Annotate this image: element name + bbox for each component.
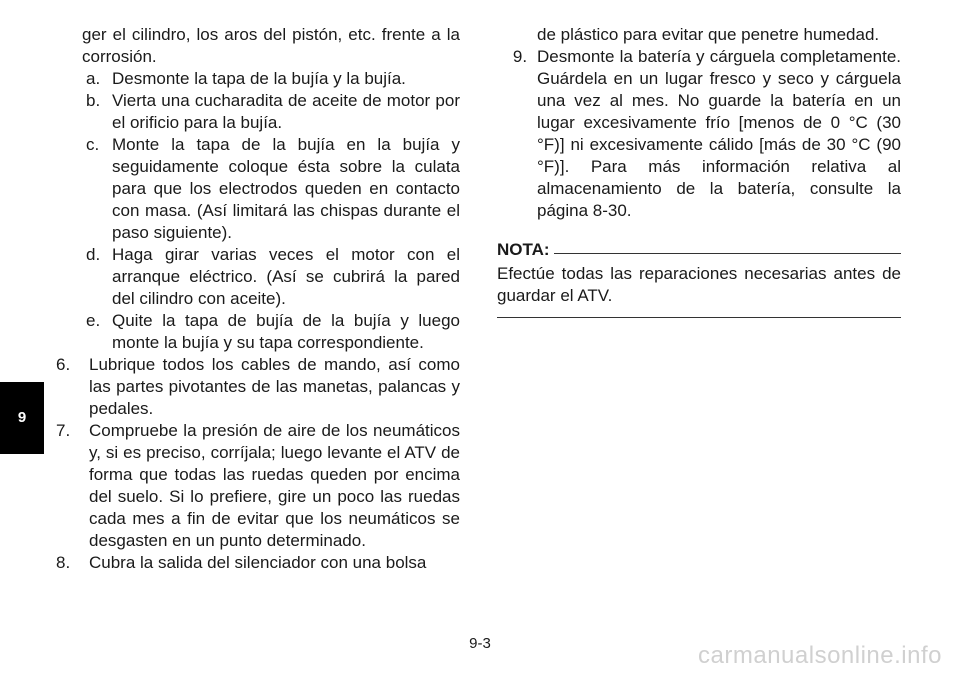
sub-item-b — [56, 90, 460, 134]
list-item-text: Compruebe la presión de aire de los neumáticos y, si es preciso, corríjala; luego levante el ATV de forma que todas las ruedas queden por encima del suelo. Si lo prefiere, gire un poco las ruedas cada mes a fin de evitar que los neumáticos se desgasten en un punto determinado. — [89, 421, 460, 550]
sub-item-a — [56, 68, 460, 90]
sub-item-text: Quite la tapa de bujía de la bujía y luego monte la bujía y su tapa correspondiente. — [112, 311, 460, 352]
list-item-text: Cubra la salida del silenciador con una bolsa — [89, 553, 427, 572]
chapter-tab-label: 9 — [17, 409, 27, 426]
watermark: carmanualsonline.info — [698, 642, 942, 669]
right-continuation-text: de plástico para evitar que penetre humedad. — [537, 25, 880, 44]
sub-item-label: d. — [86, 245, 101, 264]
list-item-number: 9. — [512, 47, 528, 66]
sub-item-text: Desmonte la tapa de la bujía y la bujía. — [112, 69, 406, 88]
note-header — [497, 239, 901, 261]
list-item-number: 8. — [56, 553, 71, 572]
sub-item-c — [56, 134, 460, 244]
note-text: Efectúe todas las reparaciones necesarias antes de guardar el ATV. — [497, 264, 901, 305]
sub-item-label: c. — [86, 135, 100, 154]
sub-item-d — [56, 244, 460, 310]
left-column — [56, 24, 460, 574]
sub-item-label: a. — [86, 69, 101, 88]
right-column — [497, 24, 901, 318]
left-intro-text: ger el cilindro, los aros del pistón, etc. frente a la corrosión. — [82, 25, 460, 66]
sub-item-label: e. — [86, 311, 101, 330]
chapter-tab — [0, 382, 44, 454]
sub-item-text: Haga girar varias veces el motor con el arranque eléctrico. (Así se cubrirá la pared del cilindro con aceite). — [112, 245, 460, 308]
sub-item-e — [56, 310, 460, 354]
page-number: 9-3 — [469, 635, 491, 652]
sub-item-text: Monte la tapa de la bujía en la bujía y seguidamente coloque ésta sobre la culata para que los electrodos queden en contacto con masa. (Así limitará las chispas durante el paso siguiente). — [112, 135, 460, 242]
sub-item-label: b. — [86, 91, 101, 110]
list-item-number: 7. — [56, 421, 71, 440]
note-title: NOTA: — [497, 240, 550, 259]
note-divider — [554, 253, 901, 254]
list-item-6 — [56, 354, 460, 420]
list-item-number: 6. — [56, 355, 71, 374]
list-item-8 — [56, 552, 460, 574]
list-item-9 — [497, 46, 901, 222]
sub-item-text: Vierta una cucharadita de aceite de motor por el orificio para la bujía. — [112, 91, 460, 132]
list-item-text: Desmonte la batería y cárguela completamente. Guárdela en un lugar fresco y seco y cárguela una vez al mes. No guarde la batería en un lugar excesivamente frío [menos de 0 °C (30 °F)] ni excesivamente cálido [más de 30 °C (90 °F)]. Para más información relativa al almacenamiento de la batería, consulte la página 8-30. — [537, 47, 901, 220]
note-end-divider — [497, 317, 901, 318]
list-item-7 — [56, 420, 460, 552]
list-item-text: Lubrique todos los cables de mando, así como las partes pivotantes de las manetas, palancas y pedales. — [89, 355, 460, 418]
